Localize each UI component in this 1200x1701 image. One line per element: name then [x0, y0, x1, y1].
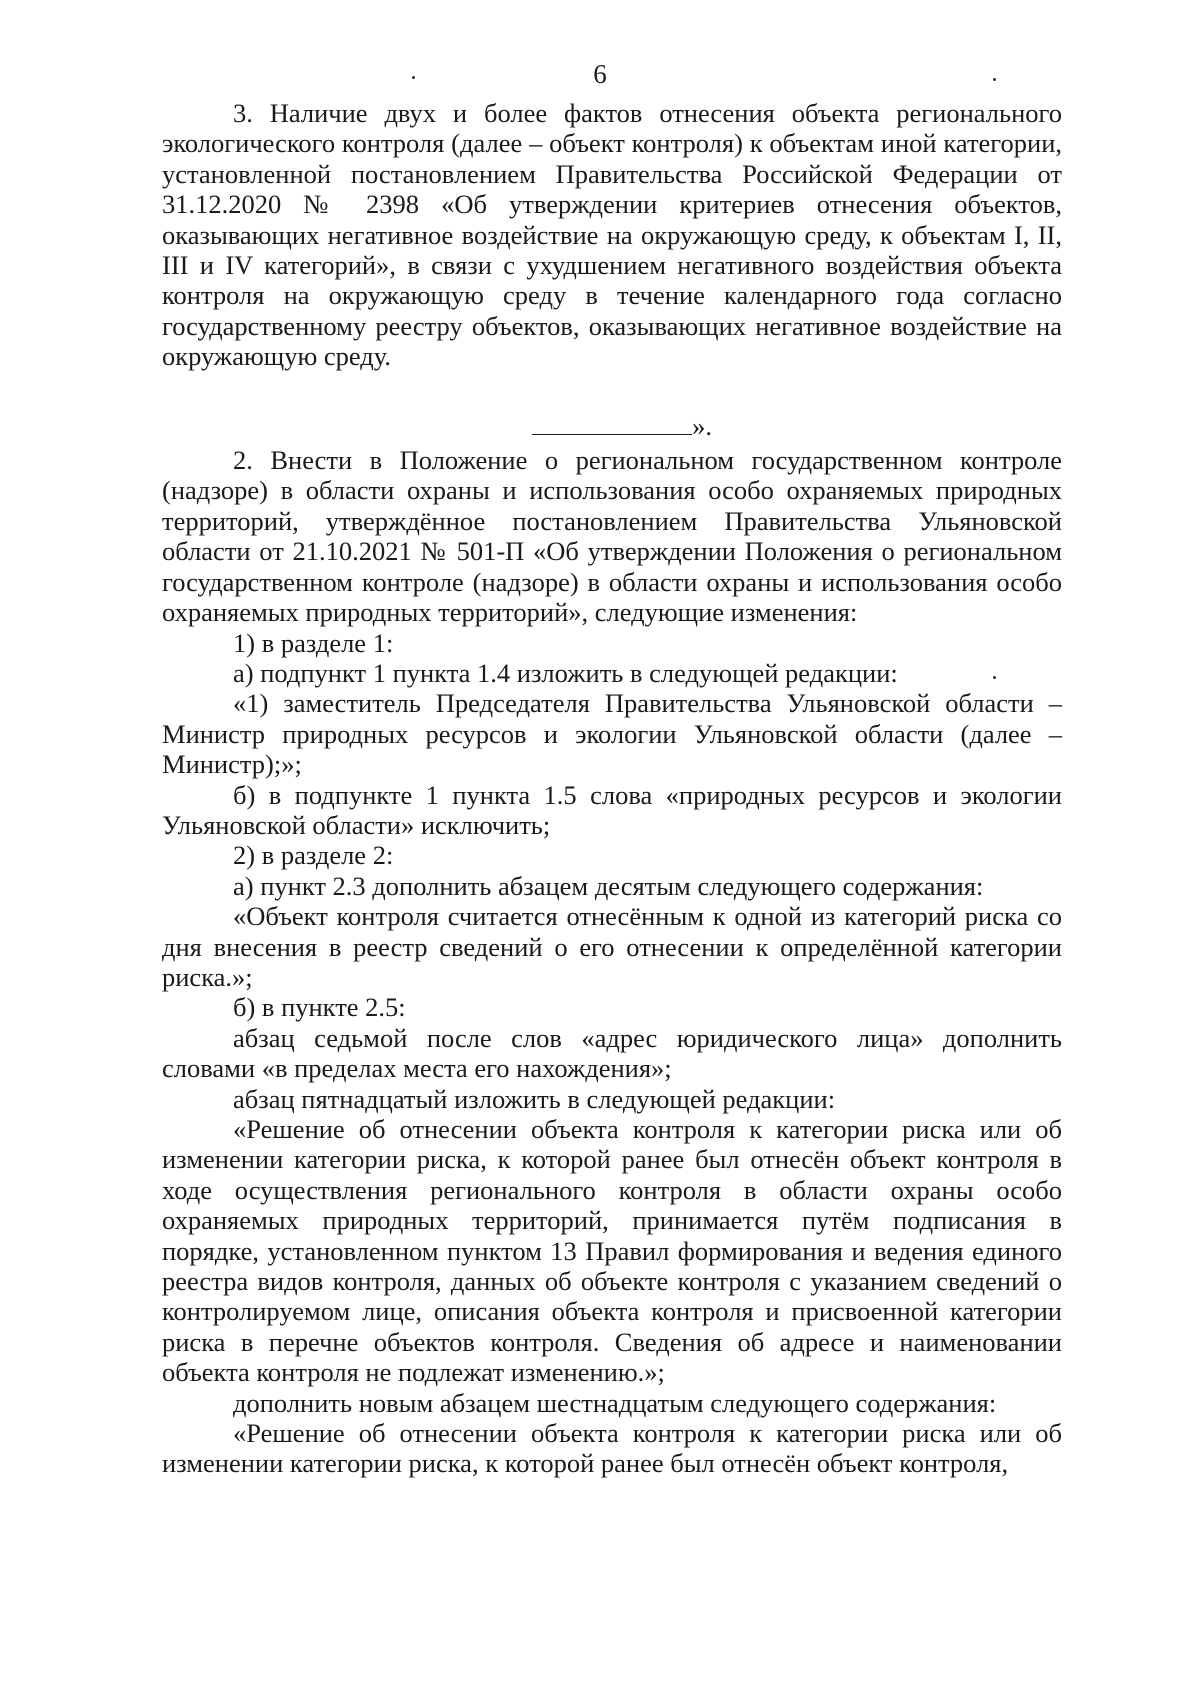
separator-quote-close: ». [692, 410, 712, 441]
scan-speck [993, 78, 996, 81]
paragraph: а) пункт 2.3 дополнить абзацем десятым следующего содержания: [233, 870, 984, 901]
paragraph: 1) в разделе 1: [233, 627, 394, 658]
paragraph: «1) заместитель Председателя Правительства Ульяновской области – Министр природных ресурсов и экологии Ульяновской области (далее – Министр);»; [162, 688, 1062, 780]
scan-speck [412, 76, 415, 79]
page-number: 6 [593, 59, 607, 89]
paragraph: «Объект контроля считается отнесённым к одной из категорий риска со дня внесения в реестр сведений о его отнесении к определённой категории риска.»; [162, 901, 1062, 992]
paragraph: абзац пятнадцатый изложить в следующей редакции: [233, 1083, 836, 1114]
paragraph: «Решение об отнесении объекта контроля к категории риска или об изменении категории риска, к которой ранее был отнесён объект контроля, [162, 1418, 1062, 1479]
paragraph: б) в подпункте 1 пункта 1.5 слова «природных ресурсов и экологии Ульяновской области» исключить; [162, 779, 1062, 840]
paragraph: а) подпункт 1 пункта 1.4 изложить в следующей редакции: [233, 657, 898, 688]
paragraph-section-2: 2. Внести в Положение о региональном государственном контроле (надзоре) в области охраны и использования особо охраняемых природных территорий, утверждённое постановлением Правительства Ульяновской области от 21.10.2021 № 501-П «Об утверждении Положения о региональном государственном контроле (надзоре) в области охраны и использования особо охраняемых природных территорий», следующие изменения: [162, 445, 1062, 628]
paragraph: б) в пункте 2.5: [233, 992, 406, 1023]
paragraph: абзац седьмой после слов «адрес юридического лица» дополнить словами «в пределах места его нахождения»; [162, 1022, 1062, 1084]
quote-end-separator [162, 410, 1062, 441]
paragraph: дополнить новым абзацем шестнадцатым следующего содержания: [233, 1387, 997, 1418]
document-body [162, 98, 1062, 1479]
separator-underline [532, 410, 692, 435]
paragraph: 2) в разделе 2: [233, 840, 394, 871]
paragraph-item-3: 3. Наличие двух и более фактов отнесения объекта регионального экологического контроля (далее – объект контроля) к объектам иной категории, установленной постановлением Правительства Российской Федерации от 31.12.2020 № 2398 «Об утверждении критериев отнесения объектов, оказывающих негативное воздействие на окружающую среду, к объектам I, II, III и IV категорий», в связи с ухудшением негативного воздействия объекта контроля на окружающую среду в течение календарного года согласно государственному реестру объектов, оказывающих негативное воздействие на окружающую среду. [162, 98, 1062, 372]
paragraph: «Решение об отнесении объекта контроля к категории риска или об изменении категории риска, к которой ранее был отнесён объект контроля в ходе осуществления регионального контроля в области охраны особо охраняемых природных территорий, принимается путём подписания в порядке, установленном пунктом 13 Правил формирования и ведения единого реестра видов контроля, данных об объекте контроля с указанием сведений о контролируемом лице, описания объекта контроля и присвоенной категории риска в перечне объектов контроля. Сведения об адресе и наименовании объекта контроля не подлежат изменению.»; [162, 1114, 1062, 1388]
